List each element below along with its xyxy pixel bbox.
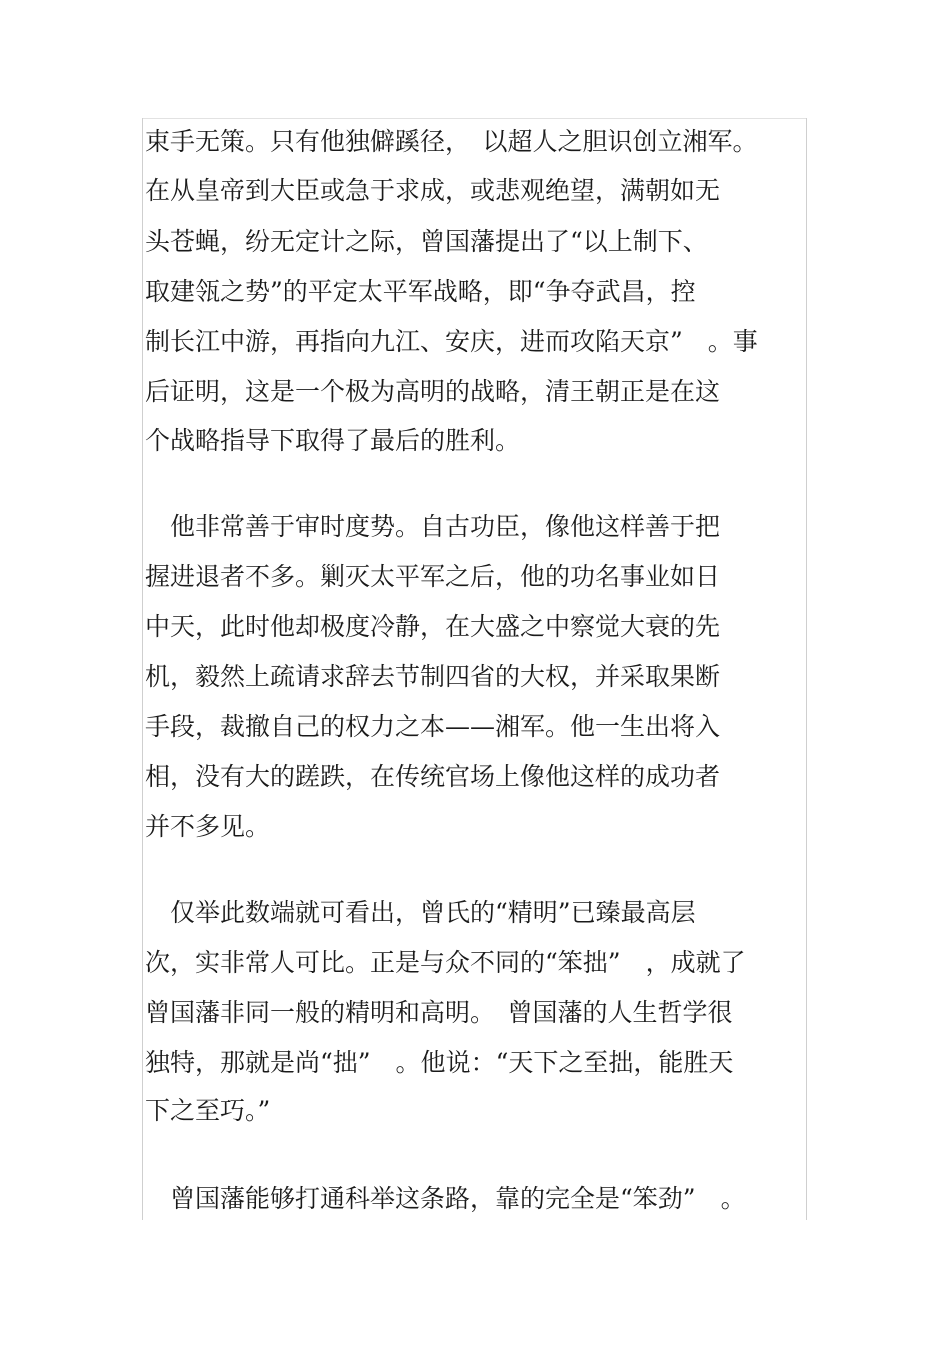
text-line: 并不多见。 <box>145 812 271 841</box>
text-line: 下之至巧。” <box>145 1096 271 1125</box>
page-border-top <box>142 118 807 119</box>
text-line: 个战略指导下取得了最后的胜利。 <box>145 426 521 455</box>
text-line: 仅举此数端就可看出，曾氏的“精明”已臻最高层 <box>145 898 696 927</box>
text-line: 中天，此时他却极度冷静，在大盛之中察觉大衰的先 <box>145 612 721 641</box>
page-border-right <box>806 118 807 1220</box>
text-line: 后证明，这是一个极为高明的战略，清王朝正是在这 <box>145 377 721 406</box>
text-line: 独特，那就是尚“拙” 。他说：“天下之至拙，能胜天 <box>145 1048 734 1077</box>
text-line: 制长江中游，再指向九江、安庆，进而攻陷天京” 。事 <box>145 327 758 356</box>
text-line: 手段，裁撤自己的权力之本——湘军。他一生出将入 <box>145 712 721 741</box>
text-line: 在从皇帝到大臣或急于求成，或悲观绝望，满朝如无 <box>145 176 721 205</box>
text-line: 头苍蝇，纷无定计之际，曾国藩提出了“以上制下、 <box>145 227 708 256</box>
text-line: 机，毅然上疏请求辞去节制四省的大权，并采取果断 <box>145 662 721 691</box>
text-line: 握进退者不多。剿灭太平军之后，他的功名事业如日 <box>145 562 721 591</box>
text-line: 取建瓴之势”的平定太平军战略，即“争夺武昌，控 <box>145 277 696 306</box>
text-line: 曾国藩非同一般的精明和高明。 曾国藩的人生哲学很 <box>145 998 733 1027</box>
page-border-left <box>142 118 143 1220</box>
text-line: 束手无策。只有他独僻蹊径， 以超人之胆识创立湘军。 <box>145 127 758 156</box>
text-line: 曾国藩能够打通科举这条路，靠的完全是“笨劲” 。 <box>145 1184 746 1213</box>
text-line: 他非常善于审时度势。自古功臣，像他这样善于把 <box>145 512 721 541</box>
text-line: 相，没有大的蹉跌，在传统官场上像他这样的成功者 <box>145 762 721 791</box>
text-line: 次，实非常人可比。正是与众不同的“笨拙” ，成就了 <box>145 948 746 977</box>
